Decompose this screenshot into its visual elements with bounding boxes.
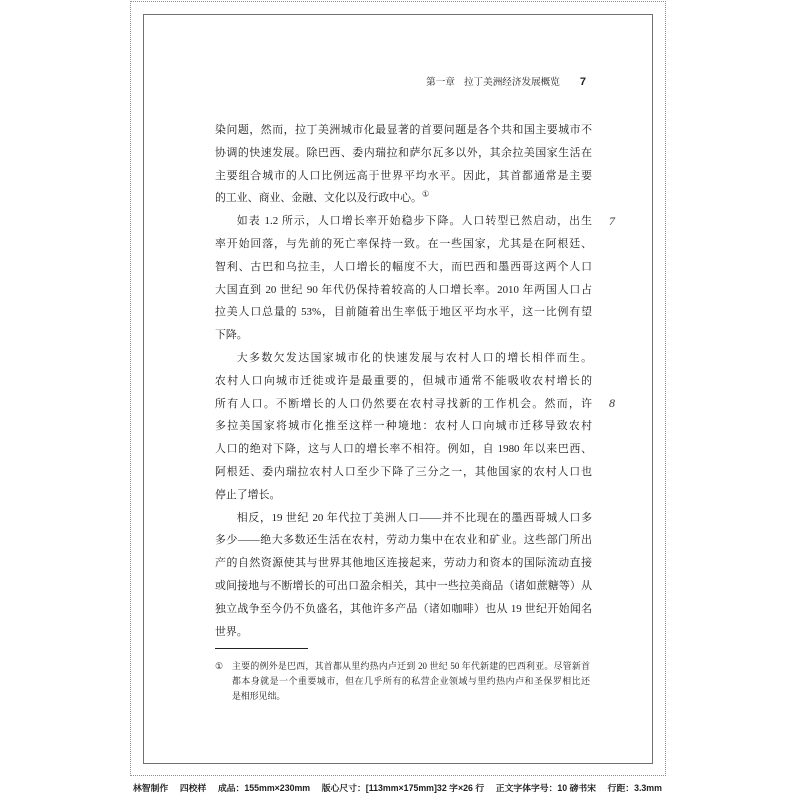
body-line: 协调的快速发展。除巴西、委内瑞拉和萨尔瓦多以外，其余拉美国家生活在 bbox=[215, 146, 592, 159]
chapter-label: 第一章 bbox=[426, 77, 455, 88]
margin-page-ref: 8 bbox=[609, 396, 615, 410]
body-line: 产的自然资源使其与世界其他地区连接起来，劳动力和资本的国际流动直接 bbox=[215, 557, 592, 570]
body-line: 如表 1.2 所示，人口增长率开始稳步下降。人口转型已然启动，出生 bbox=[236, 215, 592, 228]
running-header bbox=[215, 75, 586, 89]
body-line: 独立战争至今仍不负盛名，其他许多产品（诸如咖啡）也从 19 世纪开始闻名 bbox=[215, 602, 592, 615]
body-line: 阿根廷、委内瑞拉农村人口至少下降了三分之一，其他国家的农村人口也 bbox=[215, 465, 592, 478]
body-line: 主要组合城市的人口比例远高于世界平均水平。因此，其首都通常是主要 bbox=[215, 169, 592, 182]
footnote bbox=[215, 659, 590, 704]
paragraph bbox=[215, 347, 592, 507]
paragraph bbox=[215, 119, 592, 210]
print-info-body-font: 正文字体字号：10 磅书宋 bbox=[495, 783, 596, 793]
body-line: 智利、古巴和乌拉圭，人口增长的幅度不大，而巴西和墨西哥这两个人口 bbox=[215, 260, 592, 273]
body-line: 率开始回落，与先前的死亡率保持一致。在一些国家，尤其是在阿根廷、 bbox=[215, 237, 592, 250]
paragraph bbox=[215, 507, 592, 644]
print-info-proof-stage: 四校样 bbox=[179, 783, 207, 793]
footnote-rule bbox=[215, 648, 308, 649]
chapter-title: 拉丁美洲经济发展概览 bbox=[463, 77, 560, 88]
page-number: 7 bbox=[579, 76, 586, 88]
body-line-text: 的工业、商业、金融、文化以及行政中心。 bbox=[215, 192, 422, 205]
body-line: 多少——绝大多数还生活在农村，劳动力集中在农业和矿业。这些部门所出 bbox=[215, 534, 592, 547]
body-line: 下降。 bbox=[215, 329, 248, 342]
print-info-strip bbox=[133, 782, 662, 794]
footnote-line: 都本身就是一个重要城市，但在几乎所有的私营企业领域与里约热内卢和圣保罗相比还 bbox=[232, 676, 590, 686]
print-info-producer: 林智制作 bbox=[133, 783, 169, 793]
body-line: 大多数欠发达国家城市化的快速发展与农村人口的增长相伴而生。 bbox=[236, 351, 592, 364]
body-line bbox=[215, 187, 592, 210]
footnote-line: 是相形见绌。 bbox=[232, 691, 286, 701]
body-line: 相反，19 世纪 20 年代拉丁美洲人口——并不比现在的墨西哥城人口多 bbox=[236, 511, 592, 524]
body-line: 农村人口向城市迁徙或许是最重要的，但城市通常不能吸收农村增长的 bbox=[215, 374, 592, 387]
body-line: 多拉美国家将城市化推至这样一种境地：农村人口向城市迁移导致农村 bbox=[215, 420, 592, 433]
body-line: 或间接地与不断增长的可出口盈余相关，其中一些拉美商品（诸如蔗糖等）从 bbox=[215, 579, 592, 592]
body-line: 停止了增长。 bbox=[215, 488, 281, 501]
footnote-reference: ① bbox=[421, 189, 429, 199]
paragraph bbox=[215, 210, 592, 347]
print-info-trim-size: 成品：155mm×230mm bbox=[217, 783, 311, 793]
print-info-leading: 行距：3.3mm bbox=[607, 783, 662, 793]
body-line: 世界。 bbox=[215, 625, 248, 638]
body-line: 人口的绝对下降，这与人口的增长率不相符。例如，自 1980 年以来巴西、 bbox=[215, 443, 592, 456]
margin-page-ref: 7 bbox=[609, 214, 615, 228]
footnote-line: 主要的例外是巴西，其首都从里约热内卢迁到 20 世纪 50 年代新建的巴西利亚。尽管新首 bbox=[232, 661, 590, 671]
body-line: 所有人口。不断增长的人口仍然要在农村寻找新的工作机会。然而，许 bbox=[215, 397, 592, 410]
footnote-marker: ① bbox=[215, 661, 223, 671]
footnote-body bbox=[232, 659, 590, 704]
body-line: 染问题，然而，拉丁美洲城市化最显著的首要问题是各个共和国主要城市不 bbox=[215, 124, 592, 136]
body-line: 拉美人口总量的 53%，目前随着出生率低于地区平均水平，这一比例有望 bbox=[215, 306, 592, 319]
body-text bbox=[215, 119, 592, 643]
print-info-type-area: 版心尺寸：[113mm×175mm]32 字×26 行 bbox=[321, 783, 485, 793]
body-line: 大国直到 20 世纪 90 年代仍保持着较高的人口增长率。2010 年两国人口占 bbox=[215, 283, 592, 296]
